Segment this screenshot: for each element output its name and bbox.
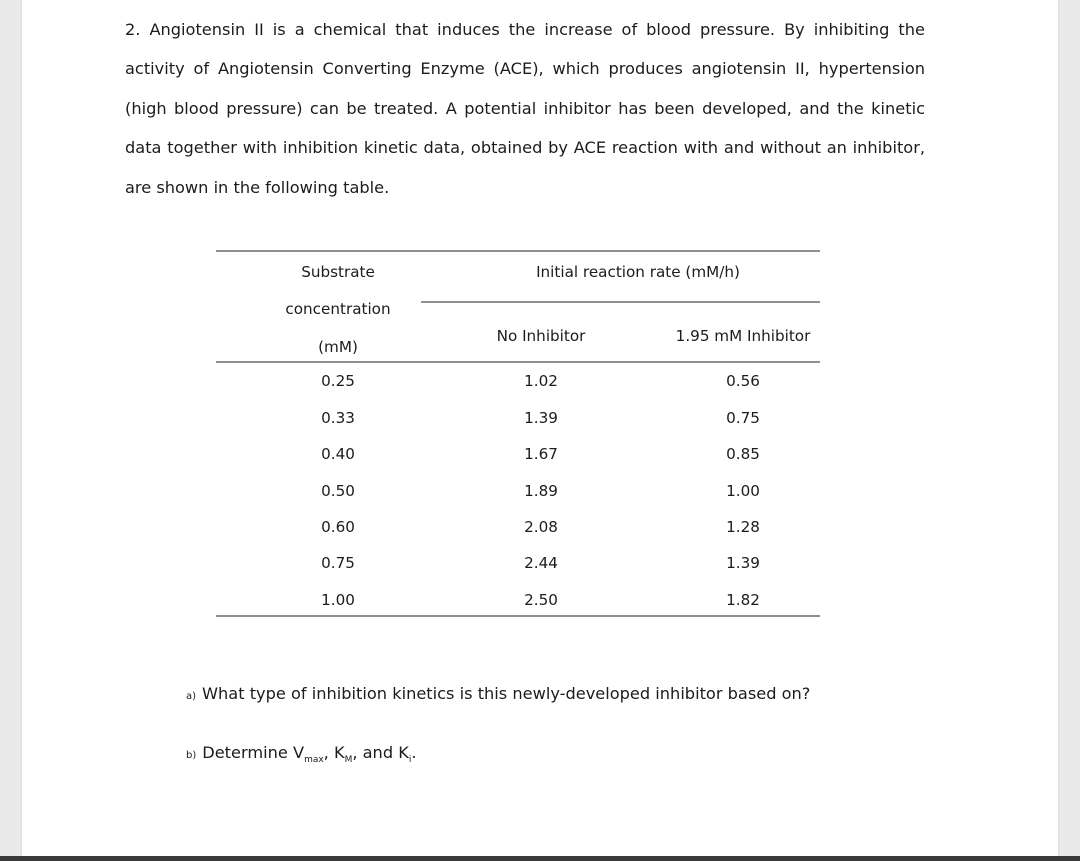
no-inhibitor-cell: 2.08 bbox=[524, 518, 558, 536]
header-with-inhibitor: 1.95 mM Inhibitor bbox=[675, 327, 811, 345]
question-b-end: . bbox=[411, 743, 417, 762]
question-a bbox=[186, 684, 810, 703]
table-top-rule bbox=[216, 250, 820, 252]
substrate-cell: 0.60 bbox=[321, 518, 355, 536]
question-b-marker: b) bbox=[186, 750, 197, 761]
no-inhibitor-cell: 1.89 bbox=[524, 482, 558, 500]
substrate-cell: 0.33 bbox=[321, 409, 355, 427]
inhibitor-cell: 1.39 bbox=[726, 554, 760, 572]
ki-subscript: i bbox=[408, 755, 412, 766]
inhibitor-cell: 0.75 bbox=[726, 409, 760, 427]
header-concentration: concentration bbox=[285, 300, 391, 318]
bottom-border bbox=[0, 856, 1080, 861]
inhibitor-cell: 0.85 bbox=[726, 445, 760, 463]
question-a-marker: a) bbox=[186, 691, 197, 702]
table-subheader-rule bbox=[421, 301, 820, 303]
header-no-inhibitor: No Inhibitor bbox=[496, 327, 586, 345]
kinetics-table bbox=[216, 250, 820, 618]
question-b-text: Determine V bbox=[202, 743, 305, 762]
substrate-cell: 0.75 bbox=[321, 554, 355, 572]
table-header-rule bbox=[216, 361, 820, 363]
no-inhibitor-cell: 1.02 bbox=[524, 372, 558, 390]
inhibitor-cell: 0.56 bbox=[726, 372, 760, 390]
header-unit: (mM) bbox=[318, 338, 358, 356]
question-b bbox=[186, 743, 417, 765]
substrate-cell: 0.25 bbox=[321, 372, 355, 390]
inhibitor-cell: 1.82 bbox=[726, 591, 760, 609]
no-inhibitor-cell: 2.44 bbox=[524, 554, 558, 572]
inhibitor-cell: 1.00 bbox=[726, 482, 760, 500]
vmax-subscript: max bbox=[304, 755, 324, 766]
table-bottom-rule bbox=[216, 615, 820, 617]
question-b-text-2: , and K bbox=[352, 743, 409, 762]
header-substrate: Substrate bbox=[301, 263, 375, 281]
inhibitor-cell: 1.28 bbox=[726, 518, 760, 536]
question-a-text: What type of inhibition kinetics is this newly-developed inhibitor based on? bbox=[202, 684, 811, 703]
problem-intro: 2. Angiotensin II is a chemical that induces the increase of blood pressure. By inhibiting the activity of Angiotensin Converting Enzyme (ACE), which produces angiotensin II, hypertension (high blood pressure) can be treated. A potential inhibitor has been developed, and the kinetic data together with inhibition kinetic data, obtained by ACE reaction with and without an inhibitor, are shown in the following table. bbox=[125, 20, 925, 197]
substrate-cell: 0.50 bbox=[321, 482, 355, 500]
no-inhibitor-cell: 1.67 bbox=[524, 445, 558, 463]
km-subscript: M bbox=[344, 755, 353, 766]
question-b-sep: , K bbox=[323, 743, 345, 762]
no-inhibitor-cell: 1.39 bbox=[524, 409, 558, 427]
header-initial-rate: Initial reaction rate (mM/h) bbox=[536, 263, 740, 281]
no-inhibitor-cell: 2.50 bbox=[524, 591, 558, 609]
substrate-cell: 1.00 bbox=[321, 591, 355, 609]
substrate-cell: 0.40 bbox=[321, 445, 355, 463]
